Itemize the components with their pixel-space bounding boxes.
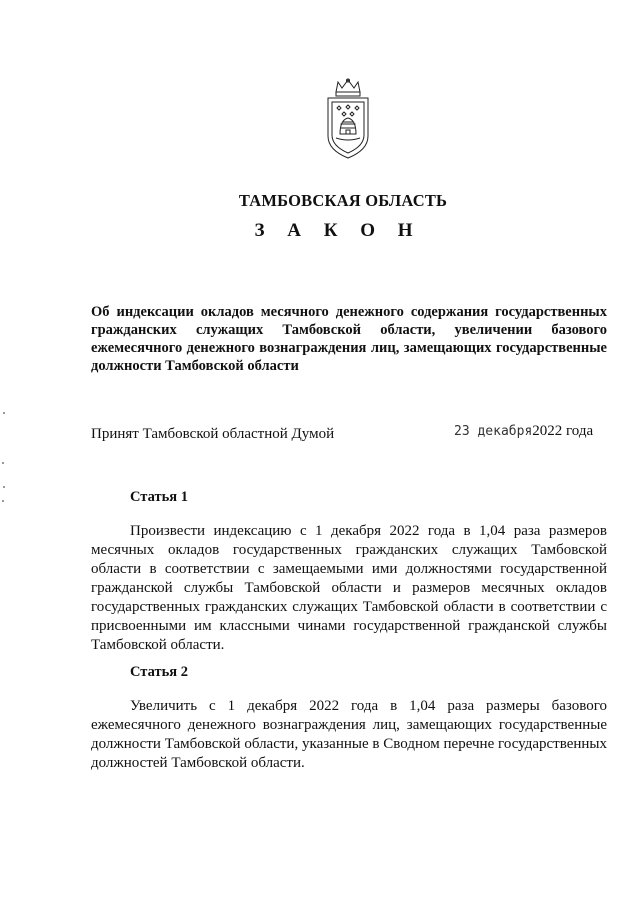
adoption-year: 2022 года [532, 423, 594, 439]
adopted-by-text: Принят Тамбовской областной Думой [91, 426, 335, 442]
article-1-title: Статья 1 [130, 489, 188, 505]
adoption-date [454, 423, 593, 440]
scan-speck [3, 486, 5, 488]
article-1-text: Произвести индексацию с 1 декабря 2022 года в 1,04 раза размеров месячных окладов государственных гражданских служащих Тамбовской области в соответствии с замещаемыми ими должностями государственной гражданской службы Тамбовской области и размеров месячных окладов государственных гражданских служащих Тамбовской области в соответствии с присвоенными им классными чинами государственной гражданской службы Тамбовской области. [91, 523, 607, 653]
scan-speck [2, 462, 4, 464]
tambov-coat-of-arms-icon [322, 78, 374, 160]
scan-speck [2, 500, 4, 502]
document-type-heading: З А К О Н [254, 220, 422, 241]
article-2-title: Статья 2 [130, 664, 188, 680]
law-subject-title: Об индексации окладов месячного денежного содержания государственных гражданских служащих Тамбовской области, увеличении базового ежемесячного денежного вознаграждения лиц, замещающих государственные должности Тамбовской области [91, 304, 607, 374]
date-stamp: 23 декабря [454, 424, 533, 439]
article-2-text: Увеличить с 1 декабря 2022 года в 1,04 раза размеры базового ежемесячного денежного вознаграждения лиц, замещающих государственные должности Тамбовской области, указанные в Сводном перечне государственных должностей Тамбовской области. [91, 698, 607, 771]
scan-speck [3, 412, 5, 414]
region-heading: ТАМБОВСКАЯ ОБЛАСТЬ [238, 191, 448, 210]
